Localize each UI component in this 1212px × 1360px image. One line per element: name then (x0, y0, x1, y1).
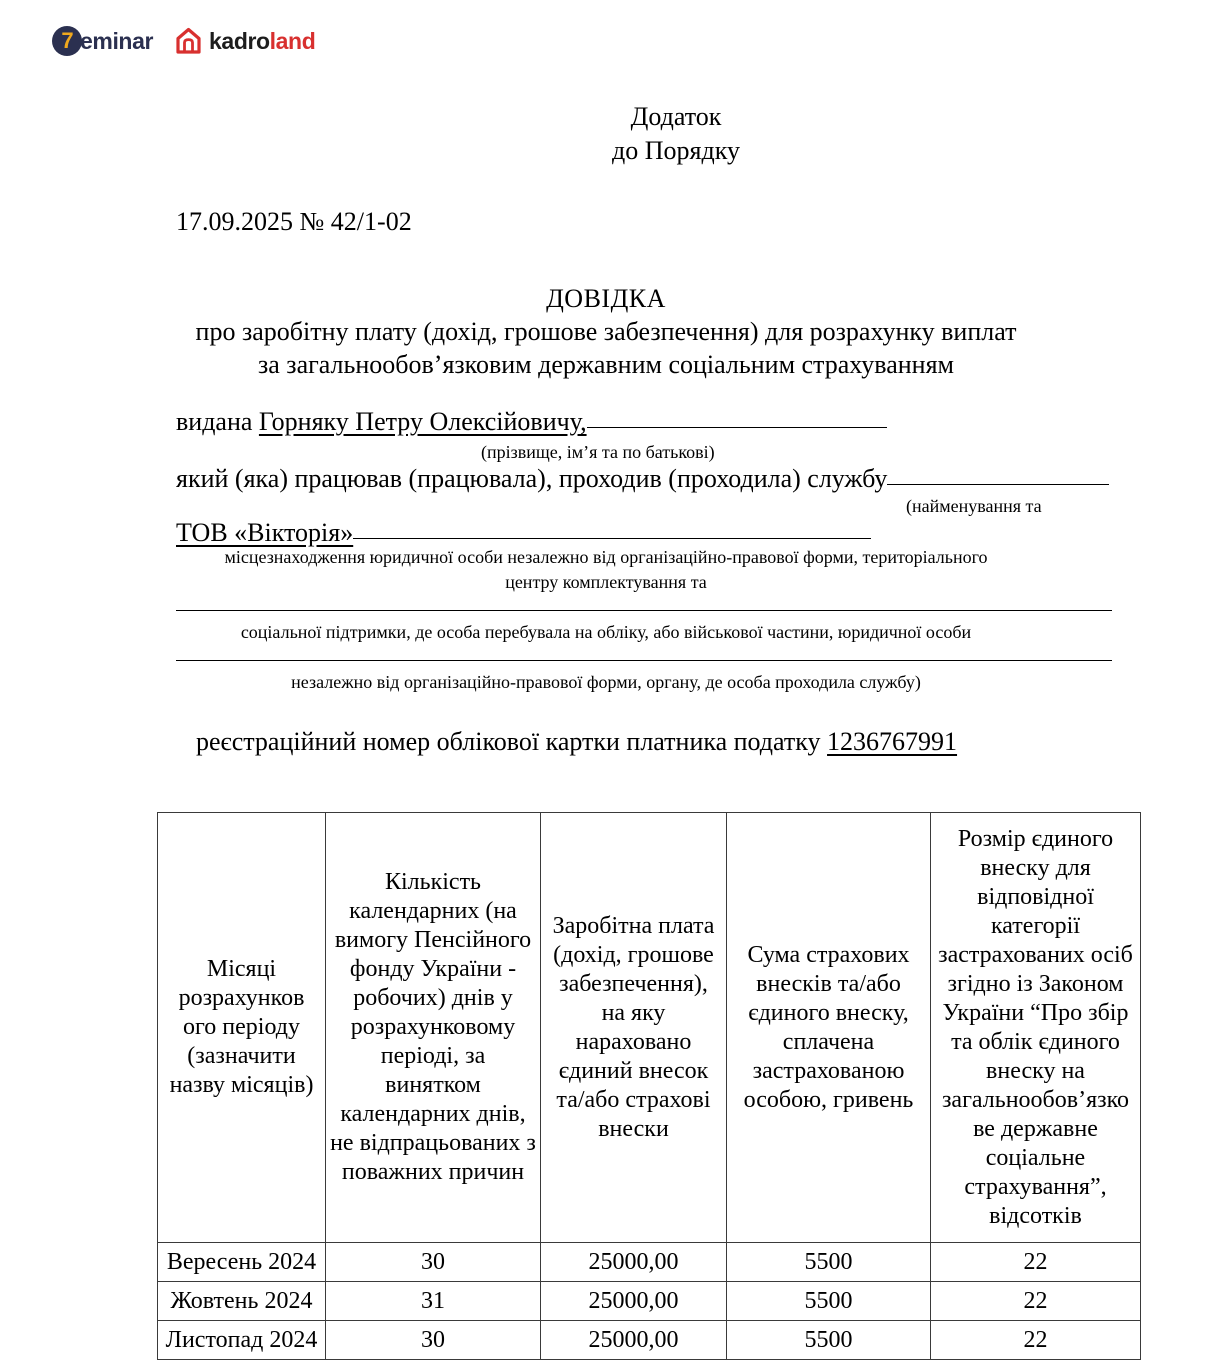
cell-contrib: 5500 (727, 1282, 931, 1321)
document-title-block (0, 282, 1212, 381)
cell-rate: 22 (931, 1282, 1141, 1321)
seminar-logo[interactable] (52, 26, 153, 56)
salary-table (157, 812, 1141, 1360)
table-row (158, 1282, 1141, 1321)
seminar-wordmark: eminar (80, 27, 154, 54)
cell-salary: 25000,00 (541, 1321, 727, 1360)
appendix-line-1: Додаток (630, 102, 722, 131)
organization-caption-line-2: центру комплектування та (505, 572, 707, 592)
organization-caption-line-1: місцезнаходження юридичної особи незалежно від організаційно-правової форми, територіального (224, 547, 988, 567)
issued-to-row (176, 406, 887, 438)
cell-contrib: 5500 (727, 1321, 931, 1360)
column-header-calendar-days: Кількість календарних (на вимогу Пенсійного фонду України - робочих) днів у розрахунковому періоді, за винятком календарних днів, не відпрацьованих з поважних причин (326, 813, 541, 1243)
document-subtitle-line-2: за загальнообов’язковим державним соціальним страхуванням (257, 350, 955, 379)
cell-days: 31 (326, 1282, 541, 1321)
table-row (158, 1243, 1141, 1282)
cell-salary: 25000,00 (541, 1282, 727, 1321)
house-n-icon (175, 27, 202, 55)
kadroland-wordmark (209, 28, 315, 55)
cell-days: 30 (326, 1321, 541, 1360)
kadroland-prefix: kadro (209, 27, 270, 54)
cell-salary: 25000,00 (541, 1243, 727, 1282)
issued-to-label: видана (176, 407, 253, 436)
column-header-rate: Розмір єдиного внеску для відповідної категорії застрахованих осіб згідно із Законом України “Про збір та облік єдиного внеску на загальнообов’язко ве державне соціальне страхування”, відсотків (931, 813, 1141, 1243)
column-header-months: Місяці розрахунков ого періоду (зазначити назву місяців) (158, 813, 326, 1243)
tax-number-row (196, 726, 957, 758)
cell-rate: 22 (931, 1243, 1141, 1282)
service-caption: (найменування та (906, 496, 1042, 516)
document-subtitle-line-1: про заробітну плату (дохід, грошове забезпечення) для розрахунку виплат (195, 317, 1017, 346)
kadroland-suffix: land (269, 27, 316, 54)
blank-rule-1 (176, 610, 1112, 611)
organization-row (176, 517, 871, 549)
service-row (176, 463, 1109, 495)
column-header-salary: Заробітна плата (дохід, грошове забезпечення), на яку нараховано єдиний внесок та/або страхові внески (541, 813, 727, 1243)
organization-blank-line (353, 538, 871, 539)
blank-rule-2 (176, 660, 1112, 661)
appendix-line-2: до Порядку (612, 136, 740, 165)
caption-line-4: незалежно від організаційно-правової форми, органу, де особа проходила службу) (291, 672, 921, 692)
seminar-seven-icon: 7 (52, 26, 82, 56)
brand-logo-bar (52, 26, 315, 56)
page-title: ДОВІДКА (546, 284, 666, 313)
document-number: 17.09.2025 № 42/1-02 (176, 207, 412, 236)
issued-to-value[interactable]: Горняку Петру Олексійовичу, (258, 407, 587, 436)
table-row (158, 1321, 1141, 1360)
cell-rate: 22 (931, 1321, 1141, 1360)
cell-days: 30 (326, 1243, 541, 1282)
service-label: який (яка) працював (працювала), проходив (проходила) службу (176, 464, 888, 493)
caption-line-3: соціальної підтримки, де особа перебувала на обліку, або військової частини, юридичної особи (240, 622, 972, 642)
tax-number-label: реєстраційний номер облікової картки платника податку (196, 727, 821, 756)
appendix-header (0, 100, 1212, 168)
cell-contrib: 5500 (727, 1243, 931, 1282)
issued-to-caption: (прізвище, ім’я та по батькові) (481, 442, 715, 462)
tax-number-value[interactable]: 1236767991 (827, 727, 958, 756)
cell-month: Вересень 2024 (158, 1243, 326, 1282)
organization-value[interactable]: ТОВ «Вікторія» (176, 518, 354, 547)
cell-month: Листопад 2024 (158, 1321, 326, 1360)
cell-month: Жовтень 2024 (158, 1282, 326, 1321)
column-header-contributions: Сума страхових внесків та/або єдиного внеску, сплачена застрахованою особою, гривень (727, 813, 931, 1243)
issued-to-blank-line (587, 427, 887, 428)
table-header-row (158, 813, 1141, 1243)
service-blank-line[interactable] (887, 484, 1109, 485)
kadroland-logo[interactable] (175, 27, 315, 55)
